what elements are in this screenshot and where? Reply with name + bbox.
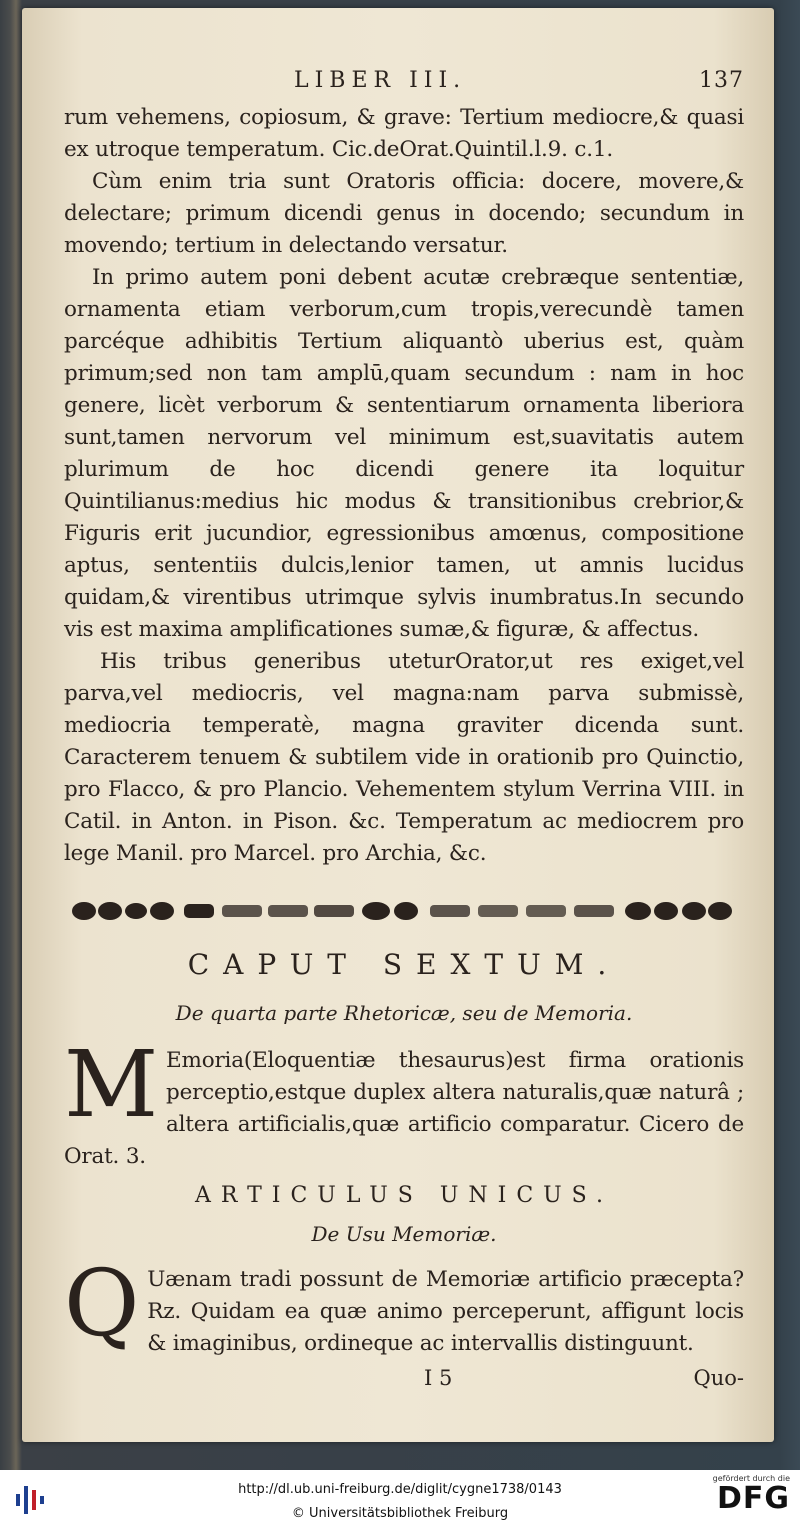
memoria-paragraph [64, 1031, 744, 1173]
copyright-text: © Universitätsbibliothek Freiburg [291, 1506, 509, 1521]
quaestio-text: Uænam tradi possunt de Memoriæ artificio præcepta? Rz. Quidam ea quæ animo perceperunt, affigunt locis & imaginibus, ordineque ac intervallis distinguunt. [147, 1267, 744, 1356]
permalink-url[interactable]: http://dl.ub.uni-freiburg.de/diglit/cygne1738/0143 [238, 1482, 562, 1497]
page-content [64, 68, 744, 1400]
dfg-logo [690, 1474, 790, 1524]
dfg-logo-text: DFG [716, 1481, 790, 1516]
memoria-text: Emoria(Eloquentiæ thesaurus)est firma orationis perceptio,estque duplex altera naturalis,quæ naturâ ; altera artificialis,quæ artificio comparatur. Cicero de Orat. 3. [64, 1048, 744, 1169]
dropcap-m: M [64, 1031, 159, 1138]
page-footline [64, 1366, 744, 1400]
signature-mark: I 5 [424, 1366, 453, 1390]
catchword: Quo- [693, 1366, 744, 1390]
quaestio-paragraph [64, 1250, 744, 1360]
running-header [64, 68, 744, 102]
chapter-subtitle: De quarta parte Rhetoricæ, seu de Memoria. [175, 1001, 633, 1025]
ornament-border [64, 896, 744, 926]
running-title: LIBER III. [294, 68, 467, 93]
articulus-subtitle: De Usu Memoriæ. [311, 1222, 497, 1246]
ornament-icon [64, 896, 744, 926]
dfg-funding-text: gefördert durch die [712, 1474, 790, 1483]
viewer-footer [0, 1470, 800, 1528]
paragraph: Cùm enim tria sunt Oratoris officia: docere, movere,& delectare; primum dicendi genus in docendo; secundum in movendo; tertium in delectando versatur. [64, 169, 744, 258]
dropcap-q: Q [64, 1250, 140, 1357]
paragraph: In primo autem poni debent acutæ crebræque sententiæ, ornamenta etiam verborum,cum tropis,verecundè tamen parcéque adhibitis Tertium aliquantò uberius est, quàm primum;sed non tam amplū,quam secundum : nam in hoc genere, licèt verborum & sententiarum ornamenta liberiora sunt,tamen nervorum vel minimum est,suavitatis autem plurimum de hoc dicendi genere ita loquitur Quintilianus:medius hic modus & transitionibus crebrior,& Figuris erit jucundior, egressionibus amœnus, compositione aptus, sententiis dulcis,lenior tamen, ut amnis lucidus quidam,& virentibus utrimque sylvis inumbratus.In secundo vis est maxima amplificationes sumæ,& figuræ, & affectus. [64, 265, 744, 642]
book-page [22, 8, 774, 1442]
chapter-title: CAPUT SEXTUM. [187, 948, 621, 981]
paragraph: rum vehemens, copiosum, & grave: Tertium mediocre,& quasi ex utroque temperatum. Cic.deOrat.Quintil.l.9. c.1. [64, 105, 744, 162]
page-number: 137 [699, 68, 744, 93]
articulus-title: ARTICULUS UNICUS. [195, 1183, 613, 1208]
body-text [64, 102, 744, 870]
paragraph: His tribus generibus uteturOrator,ut res exiget,vel parva,vel mediocris, vel magna:nam parva submissè, mediocria temperatè, magna graviter dicenda sunt. Caracterem tenuem & subtilem vide in orationib pro Quinctio, pro Flacco, & pro Plancio. Vehementem stylum Verrina VIII. in Catil. in Anton. in Pison. &c. Temperatum ac mediocrem pro lege Manil. pro Marcel. pro Archia, &c. [64, 649, 744, 866]
